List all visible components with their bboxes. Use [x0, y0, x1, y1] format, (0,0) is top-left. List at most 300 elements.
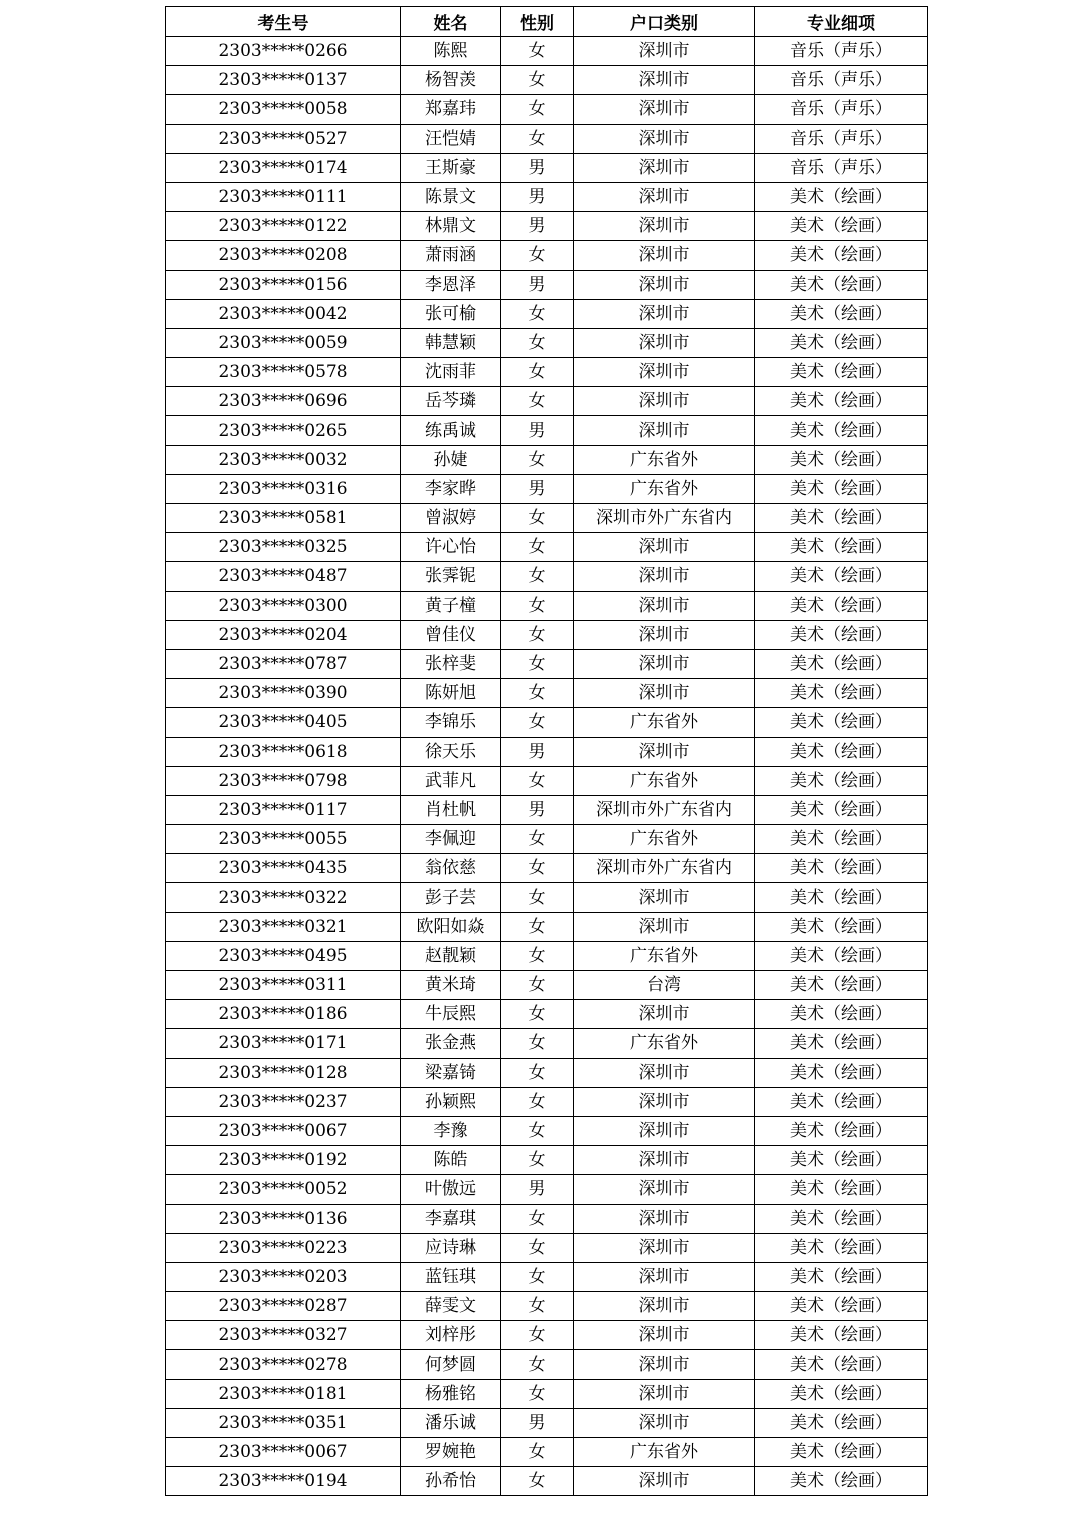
cell-candidate-id: 2303*****0618	[166, 737, 401, 766]
cell-name: 林鼎文	[401, 212, 501, 241]
cell-candidate-id: 2303*****0325	[166, 533, 401, 562]
cell-major: 美术（绘画）	[755, 1321, 928, 1350]
cell-candidate-id: 2303*****0052	[166, 1175, 401, 1204]
cell-major: 美术（绘画）	[755, 1233, 928, 1262]
cell-household-type: 深圳市	[574, 1262, 755, 1291]
cell-gender: 女	[501, 533, 574, 562]
cell-candidate-id: 2303*****0287	[166, 1292, 401, 1321]
cell-name: 张霁铌	[401, 562, 501, 591]
cell-major: 音乐（声乐）	[755, 66, 928, 95]
cell-name: 张梓斐	[401, 649, 501, 678]
table-row	[166, 1000, 928, 1029]
cell-household-type: 深圳市	[574, 95, 755, 124]
cell-candidate-id: 2303*****0321	[166, 912, 401, 941]
cell-major: 美术（绘画）	[755, 212, 928, 241]
table-row	[166, 1350, 928, 1379]
cell-major: 美术（绘画）	[755, 1408, 928, 1437]
cell-name: 应诗琳	[401, 1233, 501, 1262]
table-row	[166, 1408, 928, 1437]
cell-name: 翁依慈	[401, 854, 501, 883]
cell-name: 彭子芸	[401, 883, 501, 912]
cell-major: 美术（绘画）	[755, 299, 928, 328]
cell-gender: 女	[501, 708, 574, 737]
cell-gender: 女	[501, 649, 574, 678]
cell-major: 美术（绘画）	[755, 708, 928, 737]
cell-candidate-id: 2303*****0055	[166, 825, 401, 854]
cell-household-type: 深圳市	[574, 1175, 755, 1204]
cell-candidate-id: 2303*****0495	[166, 941, 401, 970]
cell-candidate-id: 2303*****0204	[166, 620, 401, 649]
table-row	[166, 1379, 928, 1408]
cell-candidate-id: 2303*****0351	[166, 1408, 401, 1437]
cell-candidate-id: 2303*****0136	[166, 1204, 401, 1233]
cell-candidate-id: 2303*****0174	[166, 153, 401, 182]
cell-major: 美术（绘画）	[755, 941, 928, 970]
cell-gender: 男	[501, 212, 574, 241]
cell-household-type: 深圳市	[574, 562, 755, 591]
cell-name: 陈妍旭	[401, 679, 501, 708]
cell-major: 美术（绘画）	[755, 1262, 928, 1291]
cell-gender: 女	[501, 1350, 574, 1379]
cell-major: 美术（绘画）	[755, 766, 928, 795]
table-row	[166, 299, 928, 328]
cell-household-type: 深圳市	[574, 679, 755, 708]
table-row	[166, 1292, 928, 1321]
table-row	[166, 37, 928, 66]
cell-household-type: 深圳市	[574, 591, 755, 620]
table-row	[166, 708, 928, 737]
cell-name: 郑嘉玮	[401, 95, 501, 124]
cell-major: 音乐（声乐）	[755, 124, 928, 153]
cell-household-type: 深圳市	[574, 1292, 755, 1321]
cell-major: 美术（绘画）	[755, 1175, 928, 1204]
cell-candidate-id: 2303*****0696	[166, 387, 401, 416]
cell-household-type: 深圳市	[574, 124, 755, 153]
cell-major: 美术（绘画）	[755, 358, 928, 387]
cell-household-type: 广东省外	[574, 941, 755, 970]
cell-gender: 女	[501, 854, 574, 883]
cell-major: 美术（绘画）	[755, 1467, 928, 1496]
cell-candidate-id: 2303*****0327	[166, 1321, 401, 1350]
cell-gender: 女	[501, 562, 574, 591]
table-row	[166, 795, 928, 824]
cell-name: 赵靓颖	[401, 941, 501, 970]
cell-gender: 男	[501, 1175, 574, 1204]
cell-gender: 女	[501, 679, 574, 708]
table-row	[166, 1262, 928, 1291]
candidate-table	[165, 6, 928, 1496]
cell-gender: 男	[501, 270, 574, 299]
cell-name: 杨智羡	[401, 66, 501, 95]
cell-household-type: 台湾	[574, 971, 755, 1000]
table-row	[166, 328, 928, 357]
cell-gender: 女	[501, 328, 574, 357]
cell-major: 美术（绘画）	[755, 1350, 928, 1379]
cell-gender: 女	[501, 504, 574, 533]
cell-major: 美术（绘画）	[755, 1146, 928, 1175]
table-row	[166, 358, 928, 387]
cell-candidate-id: 2303*****0390	[166, 679, 401, 708]
cell-gender: 男	[501, 474, 574, 503]
cell-major: 美术（绘画）	[755, 270, 928, 299]
cell-major: 美术（绘画）	[755, 591, 928, 620]
cell-household-type: 深圳市	[574, 1379, 755, 1408]
cell-major: 美术（绘画）	[755, 1000, 928, 1029]
cell-name: 薛雯文	[401, 1292, 501, 1321]
cell-household-type: 深圳市	[574, 66, 755, 95]
cell-name: 王斯豪	[401, 153, 501, 182]
cell-name: 蓝钰琪	[401, 1262, 501, 1291]
cell-household-type: 广东省外	[574, 708, 755, 737]
header-candidate-id: 考生号	[166, 7, 401, 37]
cell-name: 陈熙	[401, 37, 501, 66]
cell-candidate-id: 2303*****0059	[166, 328, 401, 357]
table-row	[166, 679, 928, 708]
cell-name: 陈景文	[401, 182, 501, 211]
cell-major: 美术（绘画）	[755, 504, 928, 533]
table-row	[166, 416, 928, 445]
cell-household-type: 深圳市	[574, 620, 755, 649]
cell-name: 罗婉艳	[401, 1438, 501, 1467]
cell-major: 美术（绘画）	[755, 795, 928, 824]
table-row	[166, 445, 928, 474]
cell-major: 美术（绘画）	[755, 1438, 928, 1467]
cell-household-type: 深圳市	[574, 1116, 755, 1145]
cell-gender: 女	[501, 883, 574, 912]
cell-household-type: 深圳市	[574, 182, 755, 211]
cell-candidate-id: 2303*****0181	[166, 1379, 401, 1408]
table-row	[166, 591, 928, 620]
cell-name: 李恩泽	[401, 270, 501, 299]
cell-gender: 女	[501, 124, 574, 153]
cell-major: 美术（绘画）	[755, 883, 928, 912]
table-row	[166, 1175, 928, 1204]
table-row	[166, 212, 928, 241]
cell-household-type: 广东省外	[574, 445, 755, 474]
cell-gender: 女	[501, 1292, 574, 1321]
header-major: 专业细项	[755, 7, 928, 37]
cell-household-type: 深圳市	[574, 1233, 755, 1262]
cell-household-type: 深圳市	[574, 1146, 755, 1175]
cell-candidate-id: 2303*****0111	[166, 182, 401, 211]
cell-name: 牛辰熙	[401, 1000, 501, 1029]
cell-candidate-id: 2303*****0117	[166, 795, 401, 824]
cell-name: 李佩迎	[401, 825, 501, 854]
table-row	[166, 1116, 928, 1145]
cell-household-type: 深圳市	[574, 1350, 755, 1379]
cell-major: 美术（绘画）	[755, 737, 928, 766]
cell-candidate-id: 2303*****0156	[166, 270, 401, 299]
table-row	[166, 182, 928, 211]
cell-name: 肖杜帆	[401, 795, 501, 824]
cell-household-type: 深圳市	[574, 737, 755, 766]
cell-candidate-id: 2303*****0527	[166, 124, 401, 153]
cell-gender: 女	[501, 1262, 574, 1291]
cell-gender: 女	[501, 1029, 574, 1058]
cell-gender: 女	[501, 591, 574, 620]
cell-household-type: 深圳市外广东省内	[574, 504, 755, 533]
cell-name: 叶傲远	[401, 1175, 501, 1204]
table-row	[166, 883, 928, 912]
cell-name: 李豫	[401, 1116, 501, 1145]
cell-gender: 女	[501, 1146, 574, 1175]
cell-household-type: 深圳市	[574, 533, 755, 562]
cell-gender: 女	[501, 37, 574, 66]
cell-candidate-id: 2303*****0265	[166, 416, 401, 445]
cell-candidate-id: 2303*****0194	[166, 1467, 401, 1496]
cell-candidate-id: 2303*****0137	[166, 66, 401, 95]
cell-major: 音乐（声乐）	[755, 37, 928, 66]
cell-gender: 女	[501, 66, 574, 95]
cell-gender: 女	[501, 1467, 574, 1496]
cell-name: 汪恺婧	[401, 124, 501, 153]
cell-major: 美术（绘画）	[755, 679, 928, 708]
table-row	[166, 562, 928, 591]
table-row	[166, 474, 928, 503]
cell-candidate-id: 2303*****0787	[166, 649, 401, 678]
table-row	[166, 504, 928, 533]
cell-household-type: 深圳市	[574, 912, 755, 941]
table-row	[166, 1438, 928, 1467]
table-row	[166, 971, 928, 1000]
cell-gender: 女	[501, 95, 574, 124]
cell-name: 曾佳仪	[401, 620, 501, 649]
cell-major: 美术（绘画）	[755, 854, 928, 883]
cell-candidate-id: 2303*****0067	[166, 1438, 401, 1467]
cell-major: 美术（绘画）	[755, 182, 928, 211]
table-row	[166, 66, 928, 95]
cell-major: 美术（绘画）	[755, 825, 928, 854]
header-name: 姓名	[401, 7, 501, 37]
table-header	[166, 7, 928, 37]
cell-gender: 男	[501, 153, 574, 182]
cell-gender: 女	[501, 825, 574, 854]
cell-gender: 女	[501, 941, 574, 970]
cell-candidate-id: 2303*****0316	[166, 474, 401, 503]
cell-name: 潘乐诚	[401, 1408, 501, 1437]
cell-name: 岳芩璘	[401, 387, 501, 416]
cell-major: 美术（绘画）	[755, 1058, 928, 1087]
cell-name: 许心怡	[401, 533, 501, 562]
cell-name: 孙婕	[401, 445, 501, 474]
cell-name: 陈皓	[401, 1146, 501, 1175]
cell-name: 孙希怡	[401, 1467, 501, 1496]
cell-gender: 男	[501, 1408, 574, 1437]
table-row	[166, 1029, 928, 1058]
cell-gender: 女	[501, 1116, 574, 1145]
cell-household-type: 深圳市	[574, 37, 755, 66]
table-row	[166, 270, 928, 299]
cell-gender: 女	[501, 766, 574, 795]
cell-name: 李锦乐	[401, 708, 501, 737]
cell-gender: 女	[501, 1204, 574, 1233]
cell-gender: 女	[501, 445, 574, 474]
table-row	[166, 1204, 928, 1233]
cell-major: 美术（绘画）	[755, 1204, 928, 1233]
cell-major: 美术（绘画）	[755, 1379, 928, 1408]
cell-major: 音乐（声乐）	[755, 95, 928, 124]
cell-gender: 女	[501, 358, 574, 387]
cell-name: 沈雨菲	[401, 358, 501, 387]
cell-candidate-id: 2303*****0237	[166, 1087, 401, 1116]
cell-major: 美术（绘画）	[755, 1292, 928, 1321]
cell-name: 刘梓彤	[401, 1321, 501, 1350]
cell-gender: 女	[501, 241, 574, 270]
cell-candidate-id: 2303*****0322	[166, 883, 401, 912]
cell-name: 张金燕	[401, 1029, 501, 1058]
cell-household-type: 深圳市	[574, 1000, 755, 1029]
cell-gender: 女	[501, 971, 574, 1000]
cell-household-type: 深圳市	[574, 299, 755, 328]
cell-major: 音乐（声乐）	[755, 153, 928, 182]
cell-name: 梁嘉锜	[401, 1058, 501, 1087]
cell-household-type: 深圳市	[574, 649, 755, 678]
table-row	[166, 1058, 928, 1087]
cell-major: 美术（绘画）	[755, 445, 928, 474]
table-row	[166, 95, 928, 124]
cell-gender: 女	[501, 1087, 574, 1116]
table-row	[166, 766, 928, 795]
table-row	[166, 825, 928, 854]
cell-gender: 女	[501, 1058, 574, 1087]
cell-major: 美术（绘画）	[755, 474, 928, 503]
table-row	[166, 1233, 928, 1262]
cell-major: 美术（绘画）	[755, 328, 928, 357]
cell-household-type: 广东省外	[574, 1438, 755, 1467]
cell-household-type: 深圳市	[574, 883, 755, 912]
header-gender: 性别	[501, 7, 574, 37]
cell-major: 美术（绘画）	[755, 971, 928, 1000]
cell-household-type: 广东省外	[574, 766, 755, 795]
cell-candidate-id: 2303*****0203	[166, 1262, 401, 1291]
cell-candidate-id: 2303*****0186	[166, 1000, 401, 1029]
cell-name: 徐天乐	[401, 737, 501, 766]
table-row	[166, 1146, 928, 1175]
cell-major: 美术（绘画）	[755, 620, 928, 649]
cell-major: 美术（绘画）	[755, 1029, 928, 1058]
cell-candidate-id: 2303*****0223	[166, 1233, 401, 1262]
cell-major: 美术（绘画）	[755, 241, 928, 270]
cell-name: 曾淑婷	[401, 504, 501, 533]
cell-gender: 男	[501, 795, 574, 824]
cell-household-type: 深圳市	[574, 1087, 755, 1116]
cell-gender: 男	[501, 416, 574, 445]
cell-candidate-id: 2303*****0300	[166, 591, 401, 620]
cell-name: 李嘉琪	[401, 1204, 501, 1233]
table-row	[166, 941, 928, 970]
cell-candidate-id: 2303*****0581	[166, 504, 401, 533]
cell-candidate-id: 2303*****0067	[166, 1116, 401, 1145]
cell-candidate-id: 2303*****0278	[166, 1350, 401, 1379]
header-row	[166, 7, 928, 37]
cell-gender: 女	[501, 620, 574, 649]
cell-candidate-id: 2303*****0405	[166, 708, 401, 737]
cell-candidate-id: 2303*****0435	[166, 854, 401, 883]
cell-household-type: 深圳市外广东省内	[574, 795, 755, 824]
table-row	[166, 854, 928, 883]
cell-candidate-id: 2303*****0032	[166, 445, 401, 474]
cell-name: 韩慧颖	[401, 328, 501, 357]
table-row	[166, 1467, 928, 1496]
cell-candidate-id: 2303*****0042	[166, 299, 401, 328]
cell-name: 练禹诚	[401, 416, 501, 445]
cell-name: 孙颖熙	[401, 1087, 501, 1116]
table-body	[166, 37, 928, 1496]
cell-major: 美术（绘画）	[755, 1087, 928, 1116]
cell-gender: 女	[501, 1438, 574, 1467]
cell-gender: 女	[501, 1321, 574, 1350]
header-household-type: 户口类别	[574, 7, 755, 37]
cell-name: 何梦圆	[401, 1350, 501, 1379]
cell-name: 杨雅铭	[401, 1379, 501, 1408]
cell-household-type: 深圳市	[574, 1408, 755, 1437]
table-row	[166, 620, 928, 649]
cell-major: 美术（绘画）	[755, 416, 928, 445]
cell-name: 欧阳如焱	[401, 912, 501, 941]
table-row	[166, 1087, 928, 1116]
cell-candidate-id: 2303*****0798	[166, 766, 401, 795]
cell-household-type: 广东省外	[574, 1029, 755, 1058]
table-row	[166, 533, 928, 562]
cell-name: 黄子橦	[401, 591, 501, 620]
cell-name: 张可榆	[401, 299, 501, 328]
cell-major: 美术（绘画）	[755, 649, 928, 678]
cell-household-type: 深圳市	[574, 153, 755, 182]
cell-candidate-id: 2303*****0192	[166, 1146, 401, 1175]
cell-gender: 女	[501, 387, 574, 416]
cell-major: 美术（绘画）	[755, 912, 928, 941]
cell-household-type: 深圳市	[574, 212, 755, 241]
table-row	[166, 649, 928, 678]
cell-household-type: 深圳市	[574, 1321, 755, 1350]
table-row	[166, 241, 928, 270]
table-row	[166, 1321, 928, 1350]
cell-name: 李家晔	[401, 474, 501, 503]
cell-household-type: 深圳市	[574, 1467, 755, 1496]
cell-candidate-id: 2303*****0266	[166, 37, 401, 66]
cell-major: 美术（绘画）	[755, 562, 928, 591]
cell-major: 美术（绘画）	[755, 387, 928, 416]
cell-gender: 女	[501, 1379, 574, 1408]
cell-household-type: 深圳市	[574, 328, 755, 357]
cell-candidate-id: 2303*****0578	[166, 358, 401, 387]
cell-name: 萧雨涵	[401, 241, 501, 270]
cell-household-type: 深圳市	[574, 1058, 755, 1087]
cell-major: 美术（绘画）	[755, 1116, 928, 1145]
cell-name: 黄米琦	[401, 971, 501, 1000]
cell-major: 美术（绘画）	[755, 533, 928, 562]
cell-candidate-id: 2303*****0311	[166, 971, 401, 1000]
cell-household-type: 深圳市	[574, 241, 755, 270]
cell-candidate-id: 2303*****0487	[166, 562, 401, 591]
table-row	[166, 912, 928, 941]
cell-household-type: 广东省外	[574, 825, 755, 854]
cell-household-type: 深圳市	[574, 1204, 755, 1233]
cell-household-type: 深圳市	[574, 387, 755, 416]
cell-gender: 男	[501, 182, 574, 211]
cell-candidate-id: 2303*****0122	[166, 212, 401, 241]
table-row	[166, 124, 928, 153]
cell-gender: 女	[501, 299, 574, 328]
cell-candidate-id: 2303*****0058	[166, 95, 401, 124]
cell-gender: 女	[501, 912, 574, 941]
cell-gender: 女	[501, 1233, 574, 1262]
cell-household-type: 深圳市	[574, 358, 755, 387]
cell-household-type: 深圳市	[574, 416, 755, 445]
cell-household-type: 深圳市外广东省内	[574, 854, 755, 883]
cell-household-type: 广东省外	[574, 474, 755, 503]
cell-candidate-id: 2303*****0128	[166, 1058, 401, 1087]
